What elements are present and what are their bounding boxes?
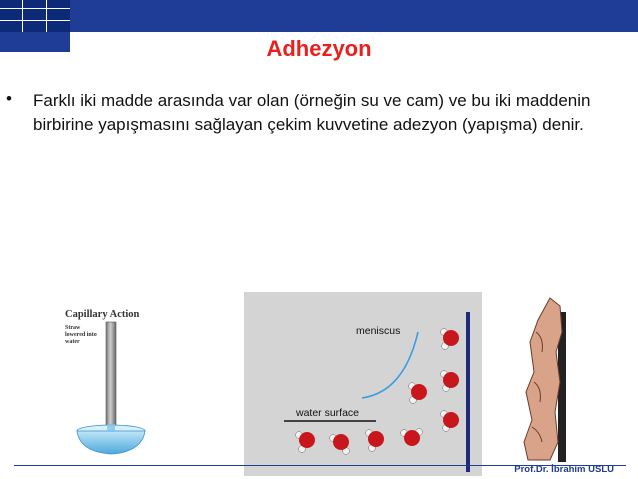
bullet-text: Farklı iki madde arasında var olan (örneğin su ve cam) ve bu iki maddenin birbirine yapışmasını sağlayan çekim kuvvetine adezyon (yapışma) denir.: [33, 91, 591, 134]
header-grid-line: [0, 20, 70, 21]
capillary-note-1: Straw: [65, 325, 81, 331]
climbing-illustration: [520, 292, 580, 467]
capillary-title: Capillary Action: [65, 309, 140, 320]
climber-figure: [524, 298, 562, 460]
header-grid-line: [0, 8, 70, 9]
slide-title: Adhezyon: [266, 36, 372, 61]
water-in-straw: [107, 424, 115, 432]
capillary-action-figure: [65, 302, 170, 464]
bullet-symbol: •: [6, 89, 12, 108]
meniscus-figure: [244, 292, 482, 476]
straw-tube: [106, 322, 116, 430]
meniscus-label: meniscus: [356, 325, 401, 337]
water-bowl: [77, 431, 145, 454]
header-band-dark-block: [0, 0, 70, 32]
header-grid-line: [22, 0, 23, 32]
capillary-note-2: lowered into: [65, 332, 97, 338]
author-label: Prof.Dr. İbrahim USLU: [514, 464, 614, 475]
glass-wall: [466, 312, 470, 472]
header-band: [0, 0, 638, 32]
header-grid-line: [46, 0, 47, 32]
water-surface-label: water surface: [296, 407, 360, 419]
capillary-note-3: water: [65, 339, 80, 345]
